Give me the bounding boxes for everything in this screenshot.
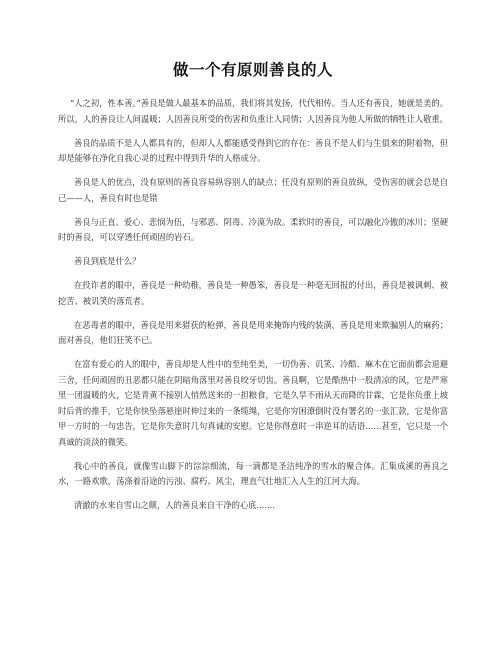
paragraph-4: 善良与正直、爱心、悲悯为伍，与邪恶、阴毒、冷漠为敌。柔软时的善良，可以融化冷傲的冰川；坚硬时的善良，可以穿透任何顽固的岩石。	[58, 216, 448, 242]
document-body	[58, 96, 448, 514]
paragraph-7: 在恶毒者的眼中，善良是用来猎获的枪弹，善良是用来掩饰内残的装潢，善良是用来欺骗别人的麻药；面对善良，他们狂笑不已。	[58, 319, 448, 345]
paragraph-10: 清澈的水来自雪山之颠，人的善良来自干净的心底.......	[74, 500, 275, 510]
paragraph-8: 在富有爱心的人的眼中，善良却是人性中的至纯至美，一切伪善、讥笑、冷酷、麻木在它面前都会退避三舍，任何顽固的丑恶都只能在阴暗角落里对善良咬牙切齿。善良啊，它是酷热中一股清凉的风，它是严寒里一团温暖的火，它是青黄不接别人悄然送来的一担粮食，它是久旱不雨从天而降的甘霖，它是你负重上坡时后背的推手，它是你快坠落悬崖时伸过来的一条缆绳，它是你穷困潦倒时没有署名的一张汇款，它是你富甲一方时的一句忠告，它是你失意时几句真诚的安慰。它是你得意时一串逆耳的话语……甚至，它只是一个真诚的淡淡的微笑。	[58, 359, 448, 447]
paragraph-5: 善良到底是什么？	[74, 256, 141, 266]
paragraph-1: “人之初，性本善。”善良是做人最基本的品质，我们将其发扬，代代相传。当人还有善良，她就是美的。所以，人的善良让人间温暖；人因善良所受的伤害和负重让人同情；人因善良为他人所做的牺牲让人敬重。	[58, 98, 448, 124]
paragraph-2: 善良的品质不是人人都具有的，但却人人都能感受得到它的存在：善良不是人们与生俱来的附着物，但却是能够在净化自我心灵的过程中得到升华的人格成分。	[58, 137, 448, 163]
paragraph-9: 我心中的善良，就像雪山脚下的淙淙细流，每一滴都是圣洁纯净的雪水的聚合体。汇集成溪的善良之水，一路欢歌，荡涤着沿途的污浊、腐朽、风尘，理直气壮地汇入人生的江河大海。	[58, 460, 448, 486]
paragraph-6: 在投诈者的眼中，善良是一种幼稚，善良是一种愚笨，善良是一种毫无回报的付出，善良是被讽刺、被挖苦、被讥笑的落荒者。	[58, 280, 448, 306]
paragraph-3: 善良是人的优点，没有原则的善良容易纵容别人的缺点；任没有原则的善良放纵，受伤害的就会总是自己——人，善良有时也是错	[58, 177, 448, 203]
page-title: 做一个有原则善良的人	[172, 61, 333, 79]
